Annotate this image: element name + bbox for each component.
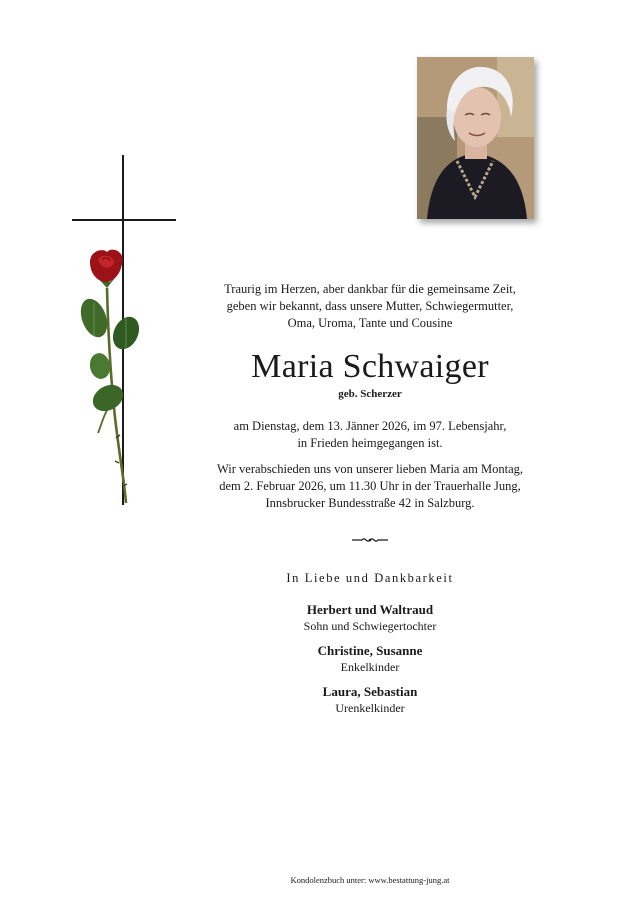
birth-name: geb. Scherzer bbox=[338, 388, 402, 400]
mourner-name: Herbert und Waltraud bbox=[306, 602, 434, 617]
intro-line: Traurig im Herzen, aber dankbar für die gemeinsame Zeit, bbox=[224, 282, 516, 296]
mourners-list bbox=[200, 601, 540, 724]
portrait-photo bbox=[417, 57, 534, 219]
intro-text bbox=[200, 281, 540, 332]
mourner-name: Laura, Sebastian bbox=[322, 684, 418, 699]
death-line: am Dienstag, dem 13. Jänner 2026, im 97. Lebensjahr, bbox=[233, 419, 507, 433]
intro-line: Oma, Uroma, Tante und Cousine bbox=[287, 316, 453, 330]
rose-icon bbox=[74, 248, 154, 508]
mourner-relation: Enkelkinder bbox=[340, 660, 400, 674]
mourner-entry bbox=[200, 683, 540, 716]
condolence-link[interactable]: Kondolenzbuch unter: www.bestattung-jung.at bbox=[290, 875, 450, 885]
funeral-line: dem 2. Februar 2026, um 11.30 Uhr in der Trauerhalle Jung, bbox=[219, 479, 521, 493]
mourner-entry bbox=[200, 601, 540, 634]
mourner-relation: Urenkelkinder bbox=[335, 701, 405, 715]
cross-horizontal-beam bbox=[72, 219, 176, 221]
funeral-line: Innsbrucker Bundesstraße 42 in Salzburg. bbox=[265, 496, 475, 510]
deceased-name: Maria Schwaiger bbox=[251, 348, 489, 385]
funeral-info bbox=[200, 461, 540, 512]
mourner-entry bbox=[200, 642, 540, 675]
mourner-name: Christine, Susanne bbox=[317, 643, 423, 658]
funeral-line: Wir verabschieden uns von unserer lieben Maria am Montag, bbox=[217, 462, 523, 476]
mourner-relation: Sohn und Schwiegertochter bbox=[303, 619, 437, 633]
closing-phrase: In Liebe und Dankbarkeit bbox=[286, 571, 454, 585]
death-line: in Frieden heimgegangen ist. bbox=[297, 436, 443, 450]
intro-line: geben wir bekannt, dass unsere Mutter, Schwiegermutter, bbox=[226, 299, 514, 313]
ornament-icon bbox=[352, 535, 388, 545]
death-notice bbox=[200, 418, 540, 452]
